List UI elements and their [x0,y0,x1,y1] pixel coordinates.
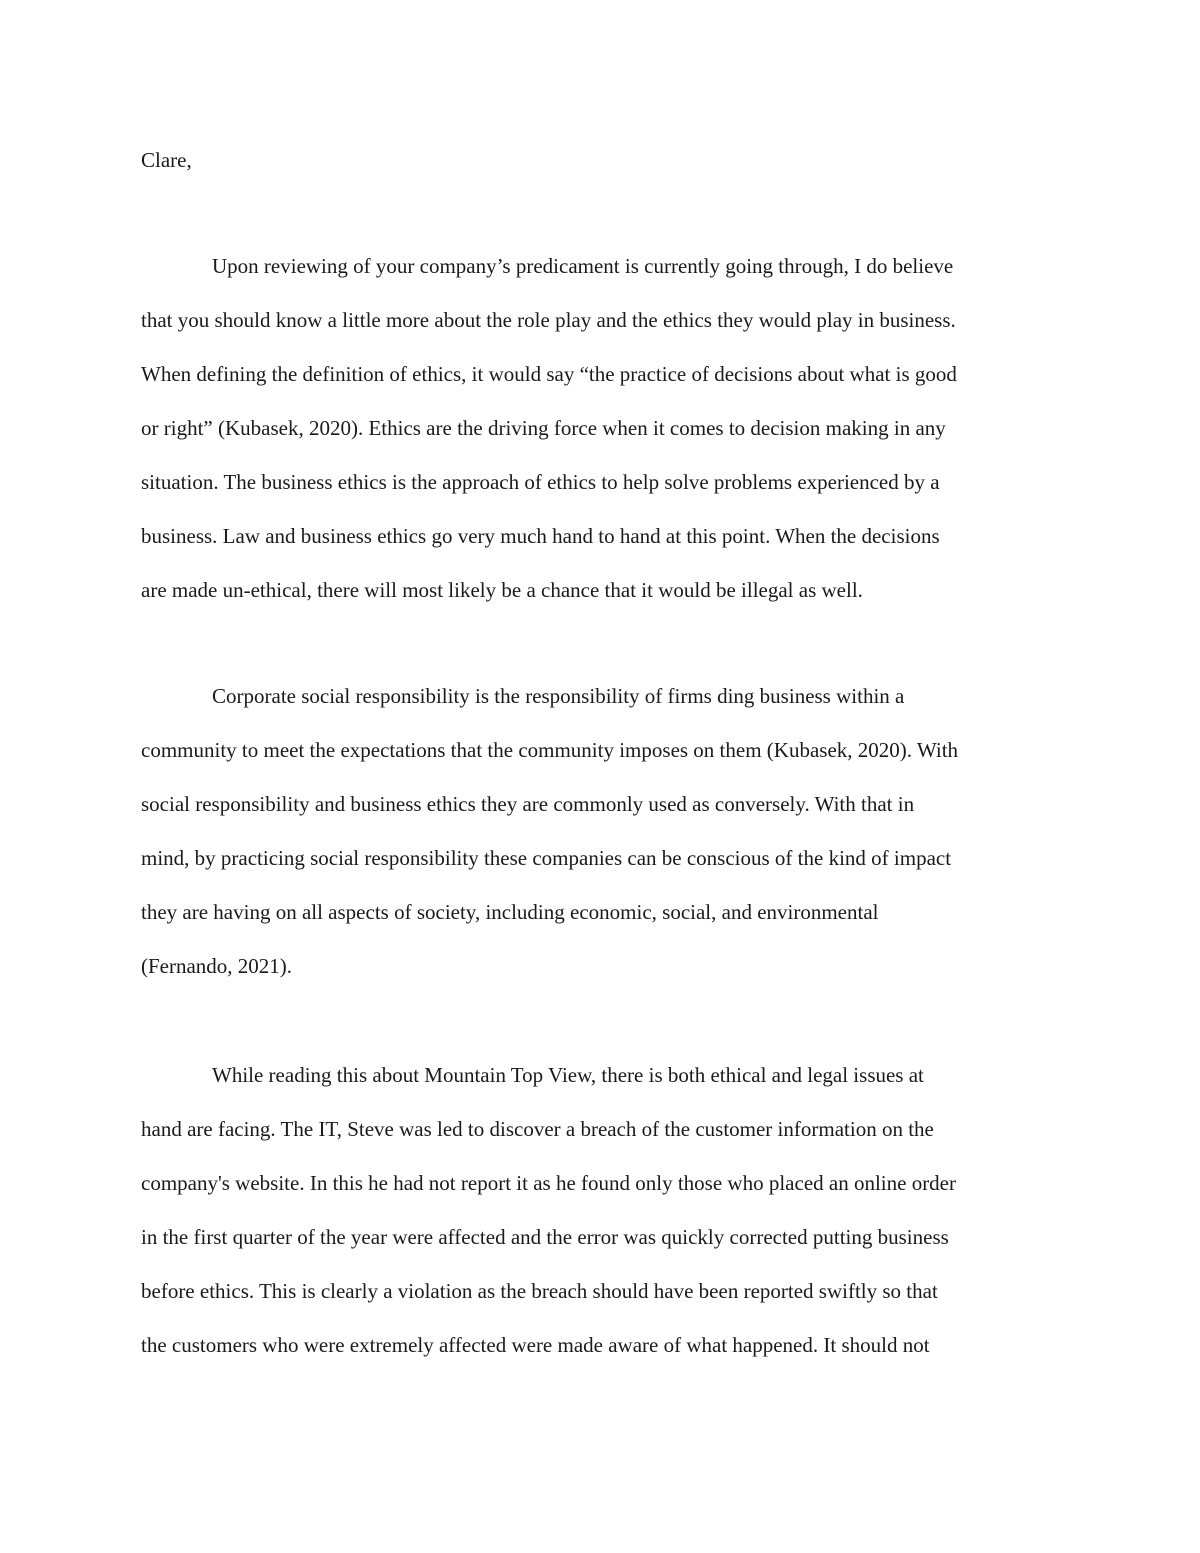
paragraph-line: While reading this about Mountain Top View, there is both ethical and legal issues at [212,1063,924,1087]
paragraph-line: are made un-ethical, there will most likely be a chance that it would be illegal as well. [141,578,863,602]
paragraph-line: in the first quarter of the year were affected and the error was quickly corrected putting business [141,1225,949,1249]
paragraph-line: hand are facing. The IT, Steve was led to discover a breach of the customer information on the [141,1117,934,1141]
paragraph-line: When defining the definition of ethics, it would say “the practice of decisions about what is good [141,362,957,386]
paragraph-line: community to meet the expectations that the community imposes on them (Kubasek, 2020). With [141,738,959,762]
paragraph-line: situation. The business ethics is the approach of ethics to help solve problems experienced by a [141,470,940,494]
paragraph-line: company's website. In this he had not report it as he found only those who placed an online order [141,1171,957,1195]
paragraph-mountain-top-view [141,1048,1071,1372]
paragraph-line: before ethics. This is clearly a violation as the breach should have been reported swiftly so that [141,1279,938,1303]
paragraph-line: Corporate social responsibility is the responsibility of firms ding business within a [212,684,905,708]
paragraph-line: social responsibility and business ethics they are commonly used as conversely. With that in [141,792,915,816]
paragraph-line: they are having on all aspects of society, including economic, social, and environmental [141,900,879,924]
paragraph-line: or right” (Kubasek, 2020). Ethics are the driving force when it comes to decision making in any [141,416,946,440]
paragraph-ethics-definition [141,239,1071,617]
paragraph-line: mind, by practicing social responsibility these companies can be conscious of the kind of impact [141,846,952,870]
paragraph-line: that you should know a little more about the role play and the ethics they would play in business. [141,308,956,332]
salutation: Clare, [141,148,192,172]
paragraph-line: (Fernando, 2021). [141,954,293,978]
paragraph-social-responsibility [141,669,1071,993]
paragraph-line: Upon reviewing of your company’s predicament is currently going through, I do believe [212,254,954,278]
paragraph-line: business. Law and business ethics go very much hand to hand at this point. When the decisions [141,524,940,548]
paragraph-line: the customers who were extremely affected were made aware of what happened. It should not [141,1333,930,1357]
